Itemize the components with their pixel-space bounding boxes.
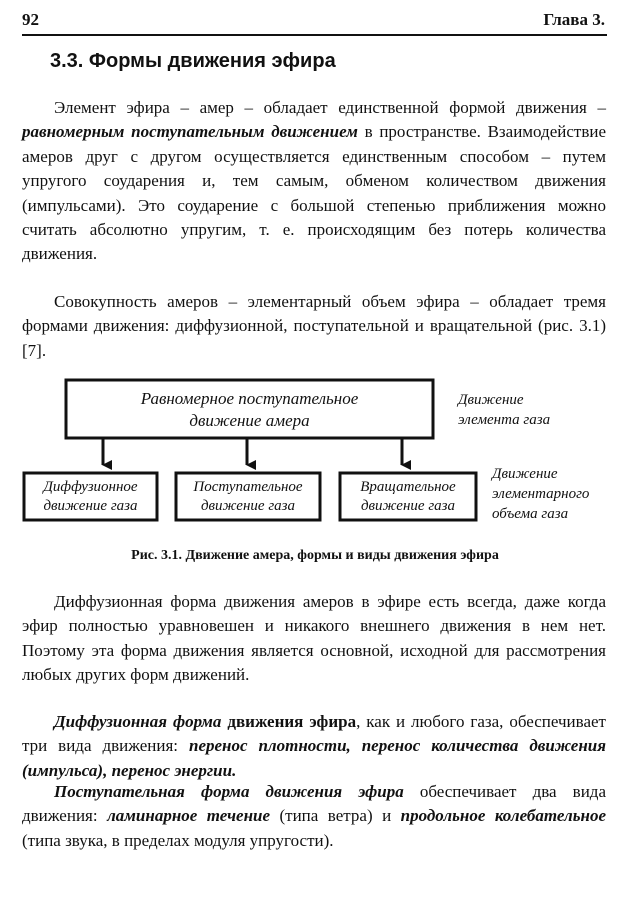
top-box-line-2: движение амера: [189, 411, 310, 430]
box-translation-line-2: движение газа: [200, 498, 296, 514]
box-diffusion-line-1: Диффузионное: [43, 479, 138, 495]
paragraph-5-emphasis-c: ламинарное течение: [107, 806, 271, 826]
diagram-figure-3-1: [0, 372, 630, 532]
figure-caption: Рис. 3.1. Движение амера, формы и виды движения эфира: [131, 548, 499, 563]
side-label-top-line-2: элемента газа: [458, 412, 551, 428]
paragraph-5-text-d: (типа ветра) и: [270, 806, 401, 826]
paragraph-4: [22, 710, 606, 783]
paragraph-4-text: , как и любого газа, обеспечивает три вида движения:: [22, 712, 606, 756]
side-label-bottom-line-2: элементарного: [492, 486, 590, 502]
box-translation: [176, 478, 320, 516]
paragraph-5-emphasis-e: продольное колебательное: [400, 806, 606, 826]
box-rotation-line-2: движение газа: [360, 498, 456, 514]
side-label-bottom-line-3: объема газа: [492, 506, 569, 522]
paragraph-4-emphasis-d: перенос плотности, перенос количества движения (импульса), перенос энергии.: [22, 736, 606, 780]
box-rotation: [340, 478, 476, 516]
paragraph-1-text-a: Элемент эфира – амер – обладает единственной формой движения –: [54, 98, 606, 117]
page-header: [22, 10, 607, 36]
side-label-bottom-line-1: Движение: [492, 466, 558, 482]
side-label-bottom: [492, 464, 589, 524]
paragraph-1-emphasis: равномерным поступательным движением: [22, 122, 358, 142]
top-box-line-1: Равномерное поступательное: [140, 389, 359, 408]
paragraph-5-emphasis-a: Поступательная форма движения эфира: [54, 782, 404, 801]
section-title: 3.3. Формы движения эфира: [50, 50, 336, 72]
paragraph-5: [22, 780, 606, 853]
paragraph-3: Диффузионная форма движения амеров в эфире есть всегда, даже когда эфир полностью уравновешен и никакого внешнего движения в нем нет. Поэтому эта форма движения является основной, исходной для рассмотрения любых других форм движений.: [22, 592, 606, 685]
paragraph-1: [22, 96, 606, 267]
box-diffusion: [24, 478, 157, 516]
chapter-label: Глава 3.: [543, 10, 605, 29]
side-label-top-line-1: Движение: [458, 392, 524, 408]
paragraph-2: Совокупность амеров – элементарный объем эфира – обладает тремя формами движения: диффузионной, поступательной и вращательной (рис. 3.1) [7].: [22, 292, 606, 360]
paragraph-4-emphasis-a: Диффузионная форма: [54, 712, 222, 731]
box-rotation-line-1: Вращательное: [360, 479, 456, 495]
side-label-top: [458, 390, 550, 430]
paragraph-4-bold: движения эфира: [221, 712, 357, 731]
paragraph-1-text-c: в пространстве. Взаимодействие амеров друг с другом осуществляется единственным способом – путем упругого соударения и, тем самым, обменом количеством движения (импульсами). Это соударение с большой степенью приближения можно считать абсолютно упругим, т. е. происходящим без потерь количества движения.: [22, 122, 606, 264]
paragraph-5-text-b: обеспечивает два вида движения:: [22, 782, 606, 826]
box-diffusion-line-2: движение газа: [43, 498, 138, 514]
top-box: [66, 388, 433, 432]
box-translation-line-1: Поступательное: [193, 479, 303, 495]
page-number: 92: [22, 10, 39, 29]
paragraph-5-text-f: (типа звука, в пределах модуля упругости).: [22, 830, 334, 850]
